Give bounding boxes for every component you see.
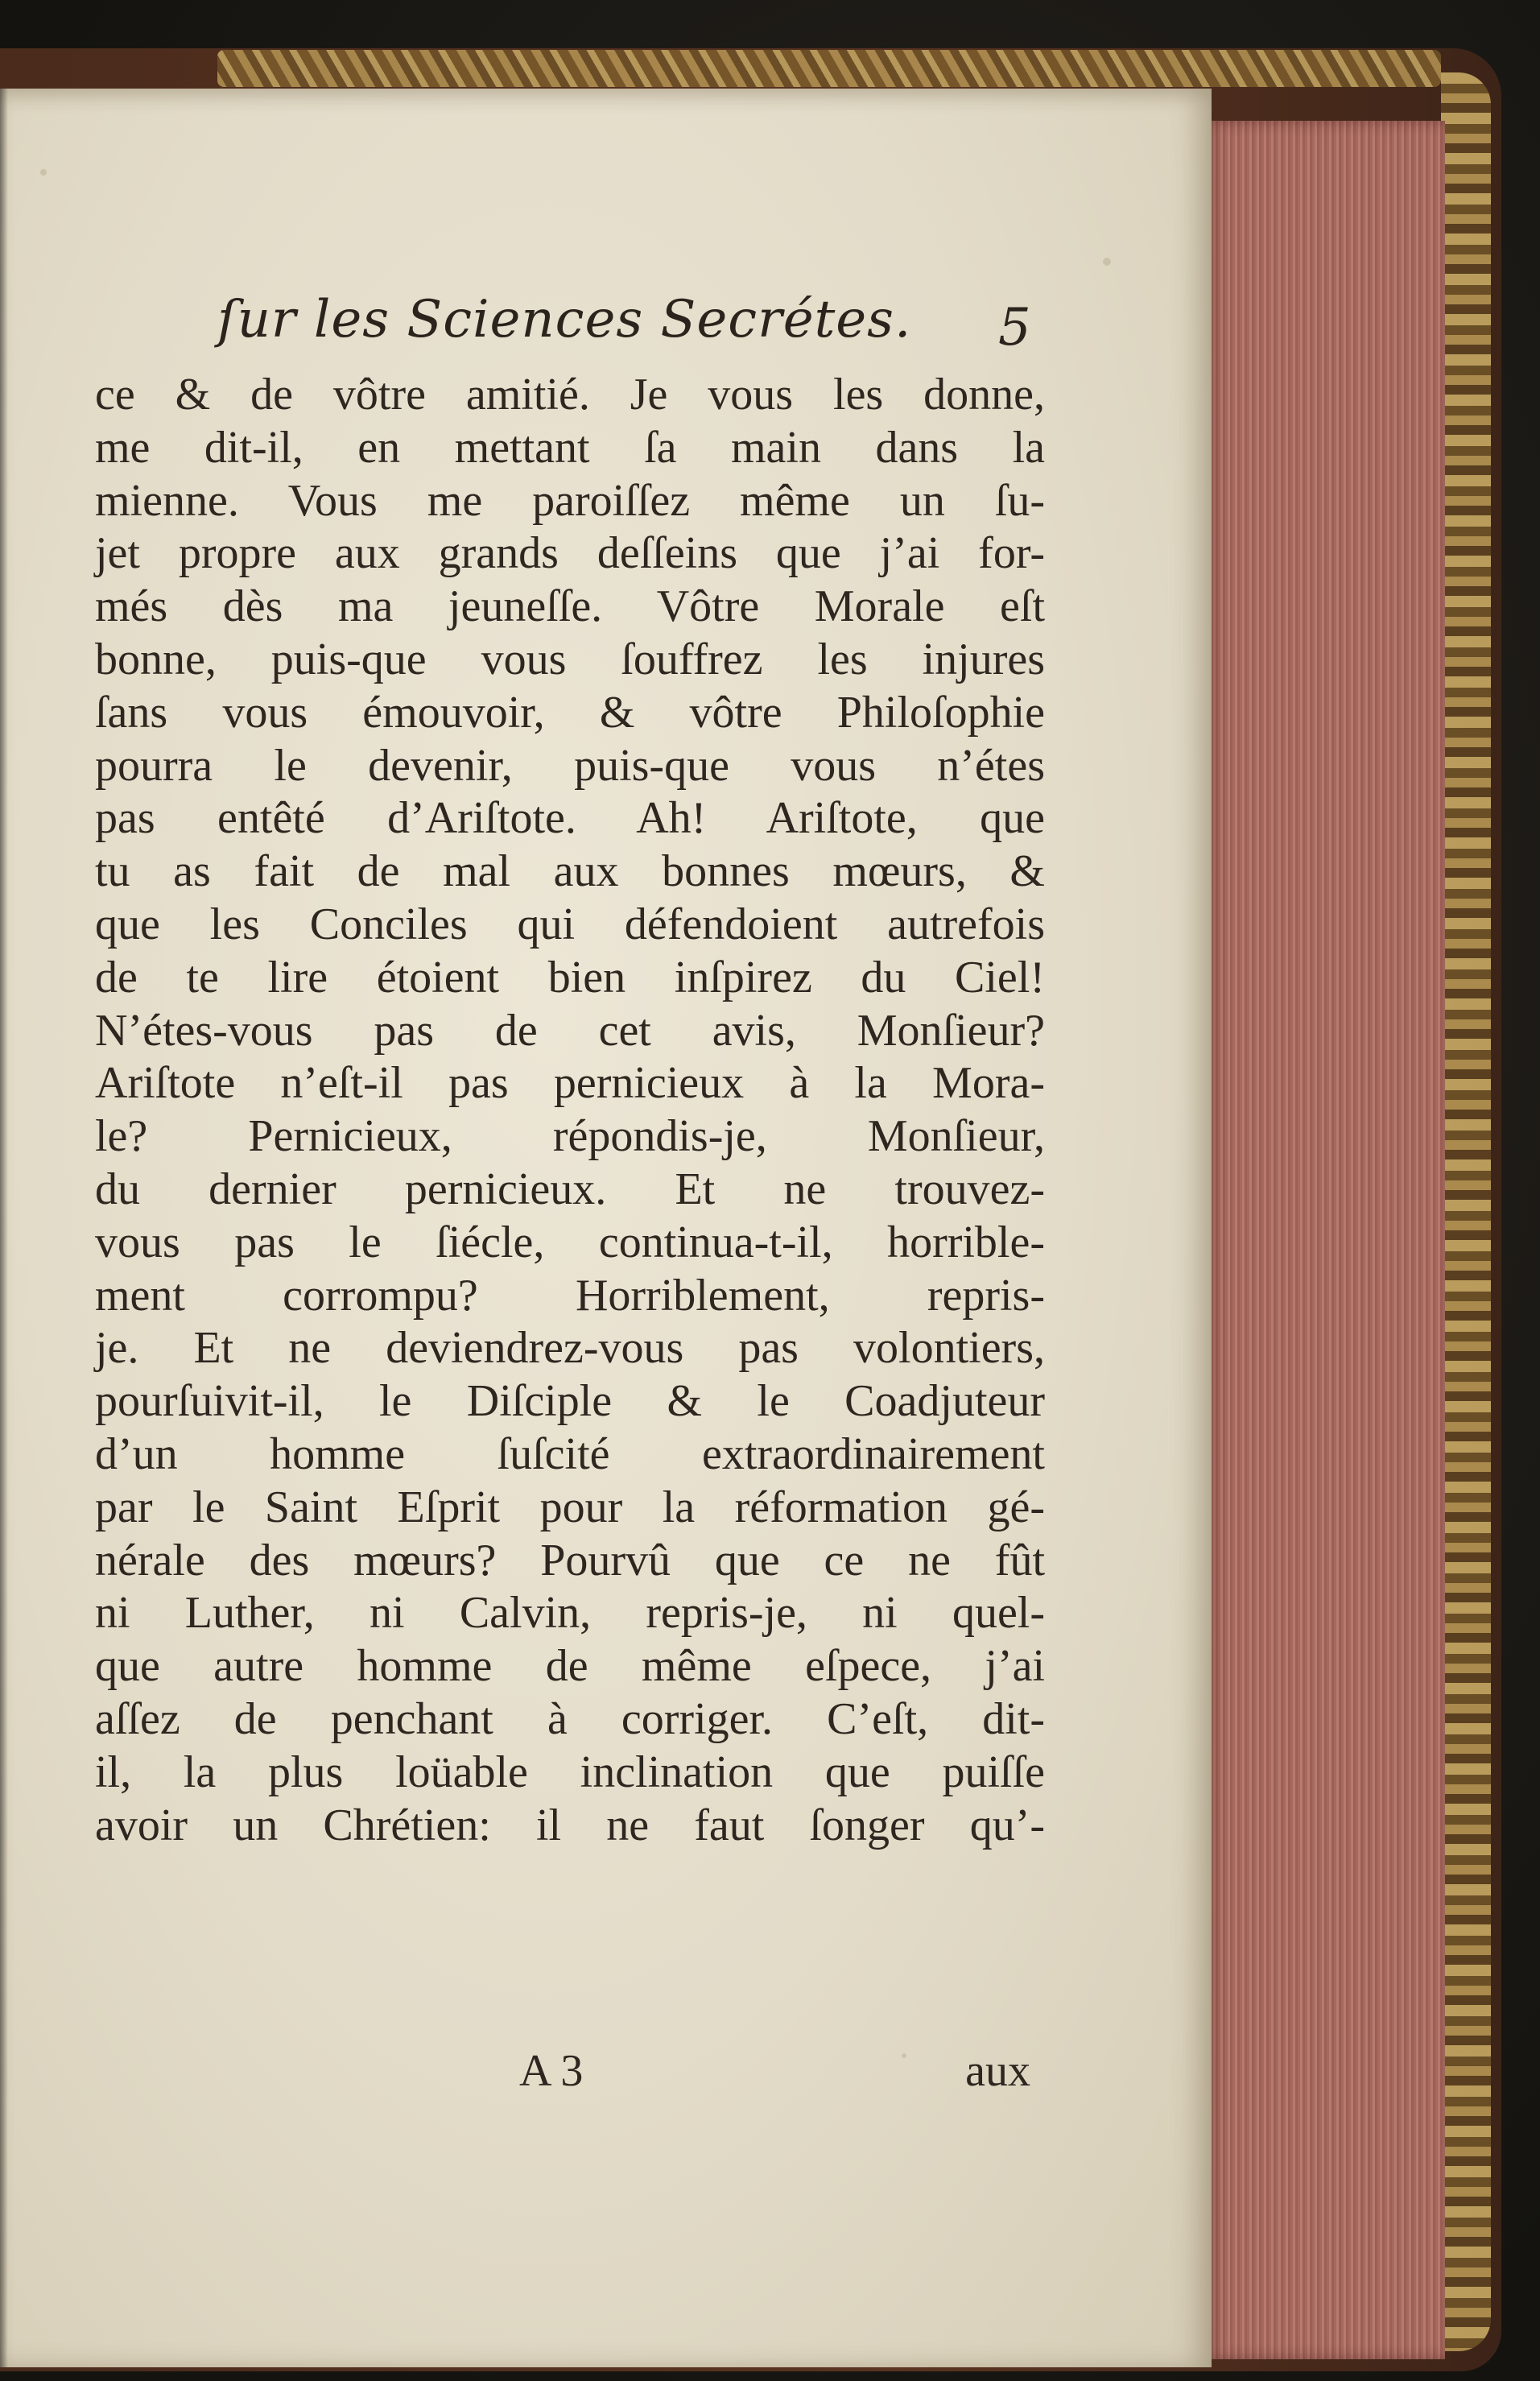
text-line: d’un homme ſuſcité extraordinairement: [95, 1428, 1045, 1479]
gilt-binding-top: [217, 50, 1441, 87]
text-line: que les Conciles qui défendoient autrefois: [95, 899, 1045, 949]
text-line: ce & de vôtre amitié. Je vous les donne,: [95, 370, 1045, 420]
text-line: Ariſtote n’eſt-il pas pernicieux à la Mora-: [95, 1058, 1045, 1109]
text-line: nérale des mœurs? Pourvû que ce ne fût: [95, 1535, 1045, 1585]
page-block-edge: [1204, 121, 1445, 2359]
text-line: me dit-il, en mettant ſa main dans la: [95, 422, 1045, 473]
text-line: N’étes-vous pas de cet avis, Monſieur?: [95, 1005, 1045, 1056]
page-number: 5: [998, 298, 1031, 358]
text-line: pourſuivit-il, le Diſciple & le Coadjuteur: [95, 1376, 1045, 1427]
text-line: par le Saint Eſprit pour la réformation gé-: [95, 1482, 1045, 1532]
text-line: de te lire étoient bien inſpirez du Ciel!: [95, 952, 1045, 1002]
catchword: aux: [965, 2046, 1030, 2096]
text-line: pas entêté d’Ariſtote. Ah! Ariſtote, que: [95, 793, 1045, 844]
text-line: je. Et ne deviendrez-vous pas volontiers,: [95, 1323, 1045, 1374]
text-line: jet propre aux grands deſſeins que j’ai for-: [95, 528, 1045, 579]
text-line: ni Luther, ni Calvin, repris-je, ni quel-: [95, 1588, 1045, 1639]
body-text: [95, 369, 1045, 1852]
foxing-spot: [40, 169, 47, 176]
text-line: ſans vous émouvoir, & vôtre Philoſophie: [95, 687, 1045, 738]
text-line: avoir un Chrétien: il ne faut ſonger qu’-: [95, 1800, 1045, 1850]
text-line: que autre homme de même eſpece, j’ai: [95, 1641, 1045, 1692]
text-line: du dernier pernicieux. Et ne trouvez-: [95, 1164, 1045, 1214]
text-line: aſſez de penchant à corriger. C’eſt, dit-: [95, 1693, 1045, 1744]
text-line: més dès ma jeuneſſe. Vôtre Morale eſt: [95, 581, 1045, 632]
foxing-spot: [902, 2053, 906, 2058]
text-line: ment corrompu? Horriblement, repris-: [95, 1270, 1045, 1321]
text-line: bonne, puis-que vous ſouffrez les injures: [95, 634, 1045, 684]
gutter-shadow: [0, 89, 8, 2367]
text-line: pourra le devenir, puis-que vous n’étes: [95, 740, 1045, 791]
foxing-spot: [1103, 258, 1111, 266]
text-line: vous pas le ſiécle, continua-t-il, horrible-: [95, 1217, 1045, 1267]
text-line: tu as fait de mal aux bonnes mœurs, &: [95, 846, 1045, 897]
gilt-binding-edge: [1441, 72, 1491, 2351]
text-line: mienne. Vous me paroiſſez même un ſu-: [95, 475, 1045, 526]
signature-mark: A 3: [519, 2046, 584, 2096]
running-head: ſur les Sciences Secrétes.: [217, 290, 912, 349]
text-line: le? Pernicieux, répondis-je, Monſieur,: [95, 1111, 1045, 1162]
text-line: il, la plus loüable inclination que puiſſe: [95, 1746, 1045, 1797]
